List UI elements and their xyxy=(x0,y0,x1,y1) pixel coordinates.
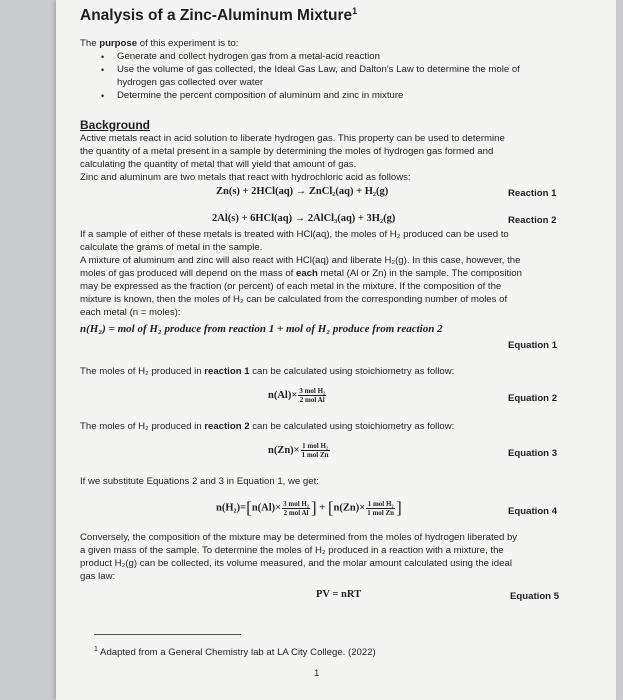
stoichiometry-text-2: The moles of H₂ produced in reaction 2 can be calculated using stoichiometry as follow: xyxy=(80,421,455,432)
equation-3: n(Zn)× $\frac{\text{1 mol H₂}}{\text{1 mol Zn}}$ xyxy=(268,442,329,459)
background-paragraph-line: moles of gas produced will depend on the mass of each metal (Al or Zn) in the sample. The composition xyxy=(80,268,522,279)
background-paragraph-line: calculating the quantity of metal that will yield that amount of gas. xyxy=(80,159,357,170)
purpose-bullet-continued: hydrogen gas collected over water xyxy=(117,77,264,88)
equation-1-label: Equation 1 xyxy=(508,340,558,351)
background-paragraph-line: the quantity of a metal present in a sample by determining the moles of hydrogen gas formed and xyxy=(80,146,494,157)
purpose-bullet: • Use the volume of gas collected, the Ideal Gas Law, and Dalton's Law to determine the mole of xyxy=(117,64,520,76)
reaction-2-label: Reaction 2 xyxy=(508,215,557,226)
equation-1: n(H₂) = mol of H₂ produce from reaction 1 + mol of H₂ produce from reaction 2 xyxy=(80,323,443,335)
background-paragraph-line: calculate the grams of metal in the sample. xyxy=(80,242,263,253)
equation-5-label: Equation 5 xyxy=(510,591,560,602)
reaction-1: Zn(s) + 2HCl(aq) → ZnCl₂(aq) + H₂(g) xyxy=(216,186,389,197)
background-paragraph-line: may be expressed as the fraction (or percent) of each metal in the mixture. If the composition of the xyxy=(80,281,502,292)
substitute-text: If we substitute Equations 2 and 3 in Equation 1, we get: xyxy=(80,476,319,487)
background-heading: Background xyxy=(80,118,151,132)
background-paragraph-line: If a sample of either of these metals is treated with HCl(aq), the moles of H₂ produced can be used to xyxy=(80,229,509,240)
footnote: $^1$ Adapted from a General Chemistry lab at LA City College. (2022) xyxy=(94,646,376,659)
background-paragraph-line: Active metals react in acid solution to liberate hydrogen gas. This property can be used to determine xyxy=(80,133,505,144)
reaction-2: 2Al(s) + 6HCl(aq) → 2AlCl₃(aq) + 3H₂(g) xyxy=(212,213,396,224)
background-paragraph-line: Conversely, the composition of the mixture may be determined from the moles of hydrogen liberated by xyxy=(80,532,518,543)
footnote-rule xyxy=(94,634,241,635)
stoichiometry-text-1: The moles of H₂ produced in reaction 1 can be calculated using stoichiometry as follow: xyxy=(80,366,455,377)
background-paragraph-line: each metal (n = moles): xyxy=(80,307,181,318)
background-paragraph-line: product H₂(g) can be collected, its volume measured, and the molar amount calculated using the ideal xyxy=(80,558,512,569)
purpose-intro: The purpose of this experiment is to: xyxy=(80,38,239,49)
equation-3-label: Equation 3 xyxy=(508,448,558,459)
background-paragraph-line: gas law: xyxy=(80,571,116,582)
reaction-1-label: Reaction 1 xyxy=(508,188,557,199)
background-paragraph-line: mixture is known, then the moles of H₂ can be calculated from the corresponding number of moles of xyxy=(80,294,508,305)
equation-5: PV = nRT xyxy=(316,589,362,600)
background-paragraph-line: A mixture of aluminum and zinc will also react with HCl(aq) and liberate H₂(g). In this case, however, the xyxy=(80,255,521,266)
background-paragraph-line: a given mass of the sample. To determine the moles of H₂ produced in a reaction with a mixture, the xyxy=(80,545,504,556)
equation-4: n(H₂)=[n(Al)× $\frac{\text{3 mol H₂}}{\text{2 mol Al}}$ ] + [n(Zn)× $\frac{\text{1 mol H₂}}{\text{1 mol Zn}}$ ] xyxy=(216,498,402,517)
equation-2-label: Equation 2 xyxy=(508,393,558,404)
equation-2: n(Al)× $\frac{\text{3 mol H₂}}{\text{2 mol Al}}$ xyxy=(268,387,326,404)
background-paragraph-line: Zinc and aluminum are two metals that react with hydrochloric acid as follows: xyxy=(80,172,411,183)
purpose-bullet: • Determine the percent composition of aluminum and zinc in mixture xyxy=(117,90,403,102)
page-number: 1 xyxy=(314,668,320,679)
document-page xyxy=(56,0,616,700)
purpose-bullet: • Generate and collect hydrogen gas from a metal-acid reaction xyxy=(117,51,380,63)
document-title: Analysis of a Zinc-Aluminum Mixture$^1$ xyxy=(80,6,358,25)
equation-4-label: Equation 4 xyxy=(508,506,558,517)
